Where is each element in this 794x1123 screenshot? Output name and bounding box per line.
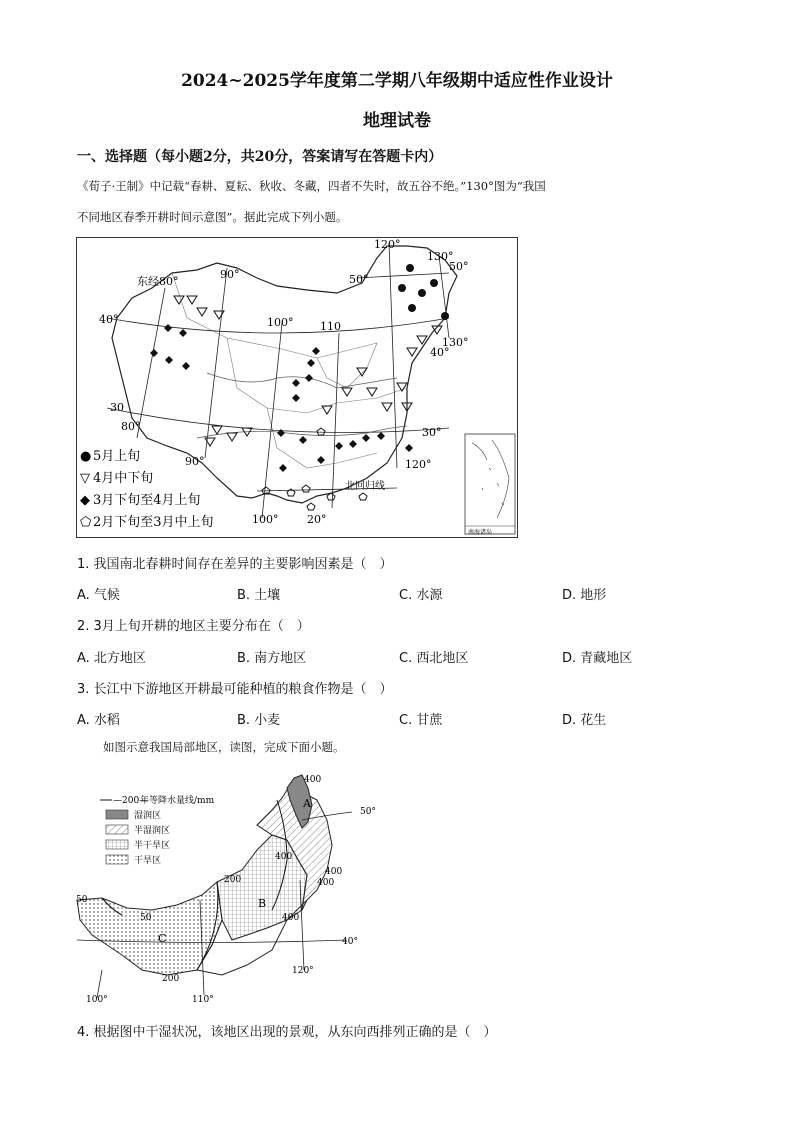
page-title: 2024~2025学年度第二学期八年级期中适应性作业设计 (181, 71, 613, 91)
label-50a: 50° (349, 273, 369, 286)
precipitation-map (72, 770, 382, 1010)
q3-option-d[interactable]: D. 花生 (562, 713, 607, 728)
label-lat40: 40° (342, 937, 358, 947)
legend-label-may: 5月上旬 (93, 449, 141, 464)
legend-pentagon-symbol: ⬠ (80, 515, 92, 530)
legend-triangle-symbol: ▽ (80, 471, 90, 486)
legend-label-april: 4月中下旬 (93, 471, 154, 486)
intro-line-2: 不同地区春季开耕时间示意图”。据此完成下列小题。 (77, 210, 348, 224)
label-120b: 120° (405, 458, 432, 471)
legend-semiarid-label: 半干旱区 (134, 841, 171, 851)
label-400c: 400 (325, 867, 343, 877)
q1-option-b[interactable]: B. 土壤 (237, 588, 281, 603)
page-subtitle: 地理试卷 (363, 111, 431, 131)
label-130b: 130° (442, 336, 469, 349)
label-lat50: 50° (360, 807, 376, 817)
label-80: 80° (121, 420, 141, 433)
label-40: 40° (99, 313, 119, 326)
q2-option-b[interactable]: B. 南方地区 (237, 651, 307, 666)
legend-semihumid-label: 半湿润区 (134, 826, 171, 836)
label-50b: 50 (140, 913, 152, 923)
label-tropic: 北回归线 (345, 481, 385, 492)
label-lon110: 110° (192, 995, 214, 1005)
label-40b: 40° (430, 346, 450, 359)
label-50b: 50° (449, 260, 469, 273)
intro-2: 如图示意我国局部地区，读图，完成下面小题。 (103, 740, 345, 754)
label-400a: 400 (304, 775, 322, 785)
legend-circle-symbol: ● (80, 449, 92, 464)
q3-option-c[interactable]: C. 甘蔗 (399, 713, 443, 728)
q1-option-a[interactable]: A. 气候 (77, 588, 120, 603)
label-inset: 南海诸岛 (468, 529, 493, 536)
section-heading: 一、选择题（每小题2分，共20分，答案请写在答题卡内） (77, 149, 443, 165)
label-90: 90° (220, 268, 240, 281)
question-3-stem: 3. 长江中下游地区开耕最可能种植的粮食作物是（ ） (77, 682, 393, 697)
label-20: 20° (307, 513, 327, 526)
legend-label-feb: 2月下旬至3月中上旬 (93, 515, 214, 530)
q2-option-d[interactable]: D. 青藏地区 (562, 651, 633, 666)
q3-option-a[interactable]: A. 水稻 (77, 713, 120, 728)
label-400e: 400 (282, 913, 300, 923)
label-400d: 400 (317, 878, 335, 888)
q2-option-a[interactable]: A. 北方地区 (77, 651, 146, 666)
legend-arid-label: 干旱区 (134, 856, 162, 866)
label-110: 110 (320, 320, 341, 333)
label-120: 120° (374, 238, 401, 251)
label-region-c: C (158, 932, 167, 945)
q3-option-b[interactable]: B. 小麦 (237, 713, 281, 728)
label-30: 30 (110, 401, 124, 414)
legend-diamond-symbol: ◆ (80, 493, 90, 508)
label-region-a: A (303, 797, 311, 810)
question-1-stem: 1. 我国南北春耕时间存在差异的主要影响因素是（ ） (77, 557, 393, 572)
label-lon100: 100° (86, 995, 108, 1005)
label-130: 130° (427, 250, 454, 263)
question-2-stem: 2. 3月上旬开耕的地区主要分布在（ ） (77, 619, 310, 634)
label-100: 100° (267, 316, 294, 329)
q2-option-c[interactable]: C. 西北地区 (399, 651, 469, 666)
label-30b: 30° (422, 426, 442, 439)
q1-option-c[interactable]: C. 水源 (399, 588, 443, 603)
spring-plowing-map (76, 237, 518, 538)
legend-humid-label: 湿润区 (134, 811, 162, 821)
question-4-stem: 4. 根据图中干湿状况，该地区出现的景观，从东向西排列正确的是（ ） (77, 1025, 497, 1040)
label-east80: 东经80° (137, 275, 179, 288)
label-100b: 100° (252, 513, 279, 526)
label-90b: 90° (185, 455, 205, 468)
q1-option-d[interactable]: D. 地形 (562, 588, 607, 603)
label-region-b: B (258, 897, 267, 910)
legend-isohyet-prefix: —200— (113, 796, 149, 806)
legend-label-march: 3月下旬至4月上旬 (93, 493, 201, 508)
label-400b: 400 (275, 852, 293, 862)
legend-isohyet-label: 年等降水量线/mm (140, 796, 215, 806)
label-200b: 200 (162, 974, 180, 984)
intro-line-1: 《荀子·王制》中记载“春耕、夏耘、秋收、冬藏，四者不失时，故五谷不绝。”130°图为“我国 (77, 179, 546, 193)
label-50a: 50 (76, 895, 88, 905)
label-lon120: 120° (292, 966, 314, 976)
label-200a: 200 (224, 875, 242, 885)
